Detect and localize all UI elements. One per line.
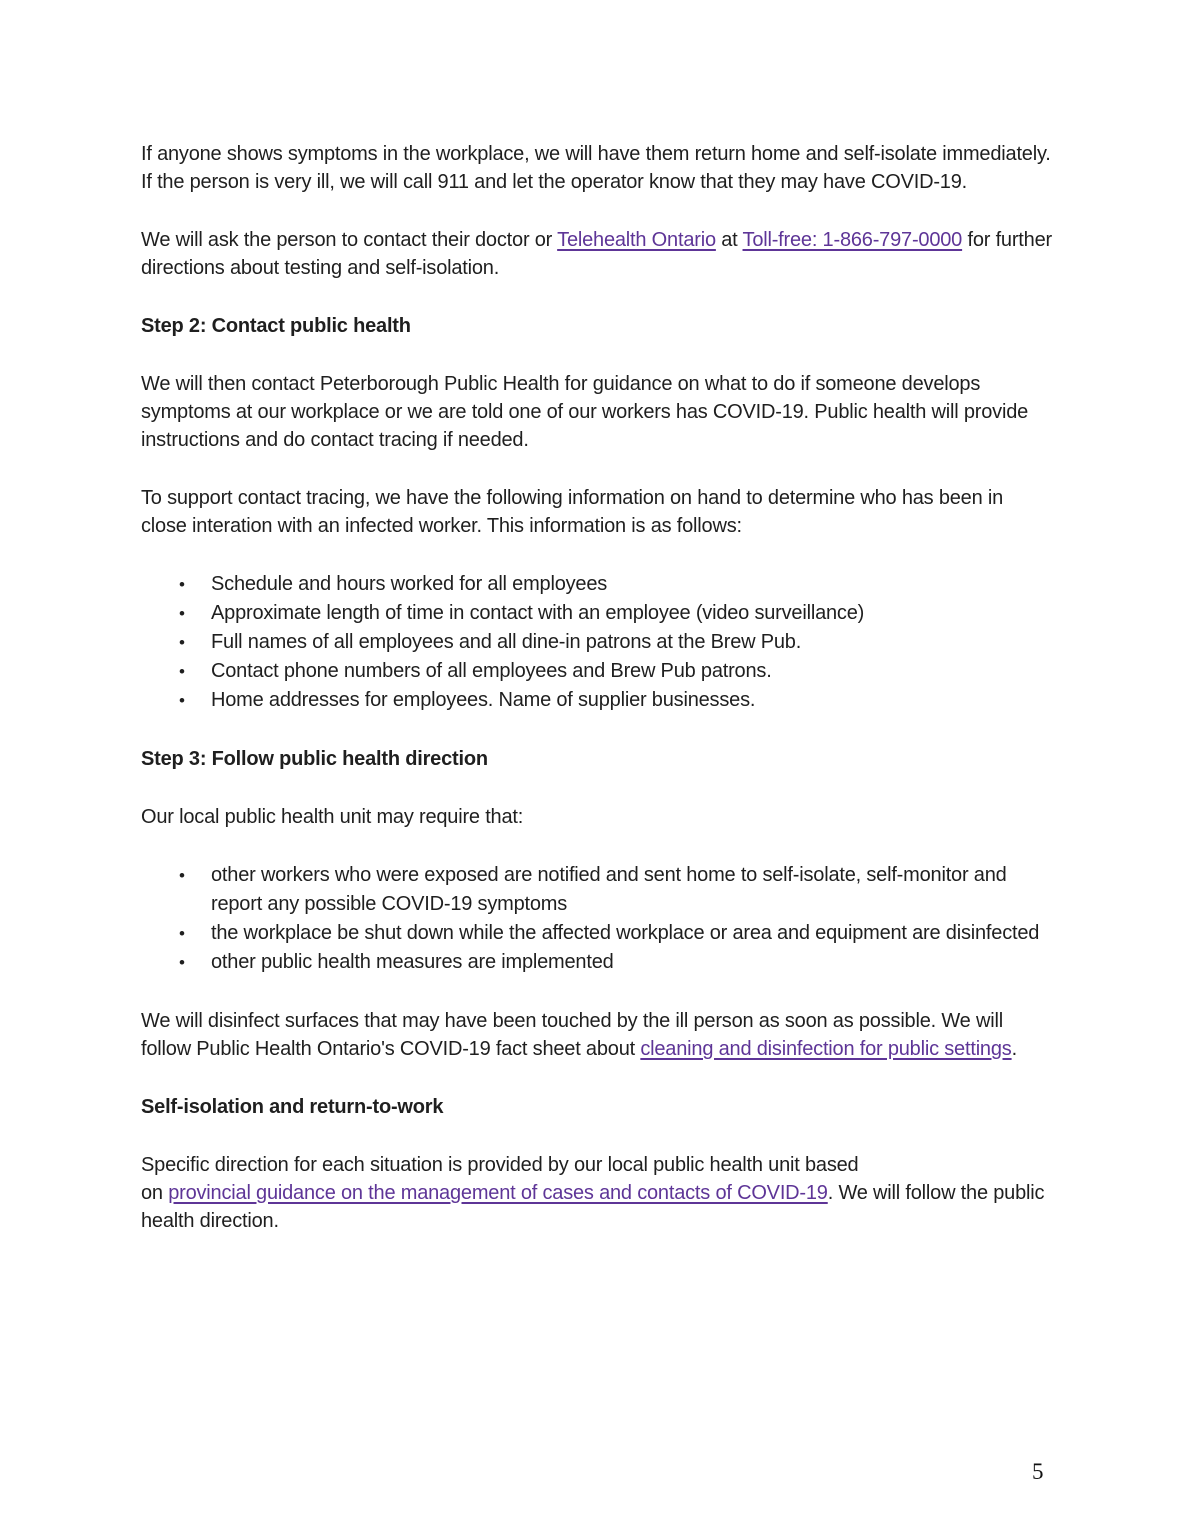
- paragraph-symptoms-response: If anyone shows symptoms in the workplace, we will have them return home and self-isolate immediately. If the person is very ill, we will call 911 and let the operator know that they may have COVID-19.: [141, 143, 1051, 193]
- list-item: [141, 919, 1053, 948]
- bullet-icon: •: [179, 662, 185, 681]
- bullet-icon: •: [179, 691, 185, 710]
- bullet-icon: •: [179, 575, 185, 594]
- list-item-text: Contact phone numbers of all employees and Brew Pub patrons.: [211, 660, 772, 682]
- document-content: [141, 140, 1053, 1265]
- list-item: [141, 570, 1053, 599]
- list-item: [141, 686, 1053, 715]
- paragraph-text: Specific direction for each situation is provided by our local public health unit based: [141, 1154, 859, 1176]
- list-item-text: Home addresses for employees. Name of supplier businesses.: [211, 689, 756, 711]
- bullet-icon: •: [179, 866, 185, 885]
- public-health-requirements-list: [141, 861, 1053, 977]
- bullet-icon: •: [179, 953, 185, 972]
- paragraph-contact-tracing-intro: To support contact tracing, we have the following information on hand to determine who has been in close interation with an infected worker. This information is as follows:: [141, 487, 1004, 537]
- list-item: [141, 861, 1053, 919]
- paragraph-contact-doctor: [141, 226, 1053, 282]
- list-item: [141, 599, 1053, 628]
- list-item: [141, 657, 1053, 686]
- paragraph-text: for further directions about testing and self-isolation.: [141, 229, 1052, 279]
- provincial-guidance-link[interactable]: provincial guidance on the management of cases and contacts of COVID-19: [168, 1182, 828, 1204]
- contact-tracing-info-list: [141, 570, 1053, 715]
- list-item: [141, 628, 1053, 657]
- page-number: 5: [1032, 1459, 1044, 1484]
- list-item-text: Full names of all employees and all dine-in patrons at the Brew Pub.: [211, 631, 802, 653]
- list-item-text: other public health measures are implemented: [211, 951, 614, 973]
- telehealth-ontario-link[interactable]: Telehealth Ontario: [557, 229, 716, 251]
- list-item-text: Schedule and hours worked for all employees: [211, 573, 608, 595]
- bullet-icon: •: [179, 924, 185, 943]
- paragraph-contact-public-health: We will then contact Peterborough Public Health for guidance on what to do if someone develops symptoms at our workplace or we are told one of our workers has COVID-19. Public health will provide instructions and do contact tracing if needed.: [141, 373, 1029, 451]
- paragraph-text: at: [715, 229, 743, 251]
- heading-step-2: Step 2: Contact public health: [141, 315, 411, 337]
- list-item-text: the workplace be shut down while the affected workplace or area and equipment are disinfected: [211, 922, 1040, 944]
- paragraph-text: We will disinfect surfaces that may have been touched by the ill person as soon as possible. We will follow Public Health Ontario's COVID-19 fact sheet about: [141, 1010, 1003, 1060]
- list-item-text: Approximate length of time in contact with an employee (video surveillance): [211, 602, 865, 624]
- toll-free-number-link[interactable]: Toll-free: 1-866-797-0000: [742, 229, 963, 251]
- paragraph-disinfect-surfaces: [141, 1007, 1053, 1063]
- heading-step-3: Step 3: Follow public health direction: [141, 748, 488, 770]
- paragraph-specific-direction: [141, 1151, 1053, 1235]
- paragraph-text: .: [1011, 1038, 1017, 1060]
- paragraph-text: . We will follow the public health direction.: [141, 1182, 1045, 1232]
- cleaning-disinfection-link[interactable]: cleaning and disinfection for public settings: [640, 1038, 1012, 1060]
- paragraph-text: We will ask the person to contact their doctor or: [141, 229, 558, 251]
- bullet-icon: •: [179, 633, 185, 652]
- paragraph-text: on: [141, 1182, 169, 1204]
- list-item-text: other workers who were exposed are notified and sent home to self-isolate, self-monitor and report any possible COVID-19 symptoms: [211, 864, 1007, 915]
- heading-self-isolation: Self-isolation and return-to-work: [141, 1096, 444, 1118]
- list-item: [141, 948, 1053, 977]
- paragraph-health-unit-require: Our local public health unit may require that:: [141, 806, 524, 828]
- bullet-icon: •: [179, 604, 185, 623]
